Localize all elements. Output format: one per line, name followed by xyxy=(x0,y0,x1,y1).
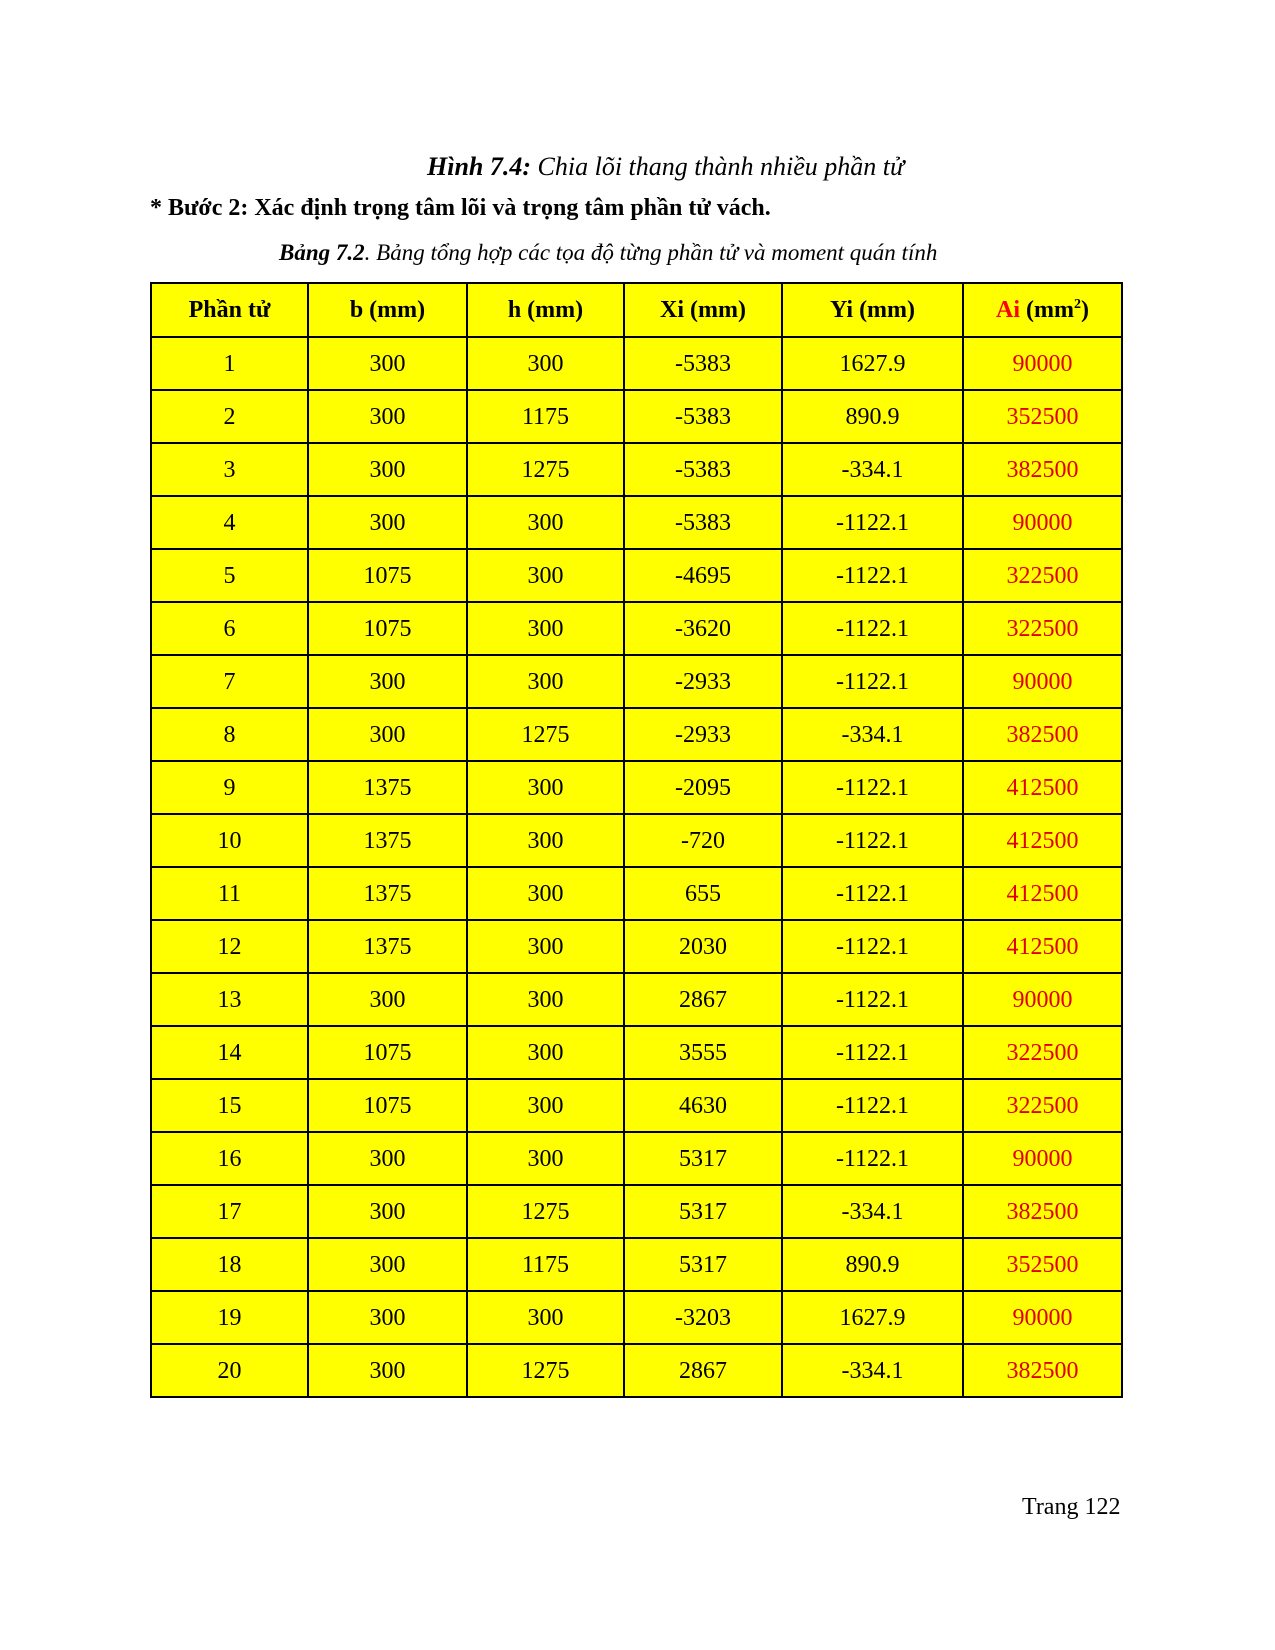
table-row xyxy=(151,708,1122,761)
cell-ai: 90000 xyxy=(963,1132,1122,1185)
cell-yi: 1627.9 xyxy=(782,1291,963,1344)
cell-element: 10 xyxy=(151,814,308,867)
table-row xyxy=(151,1185,1122,1238)
table-body xyxy=(151,337,1122,1397)
table-row xyxy=(151,1238,1122,1291)
cell-b: 300 xyxy=(308,443,467,496)
cell-element: 12 xyxy=(151,920,308,973)
table-caption xyxy=(279,238,937,268)
cell-yi: -1122.1 xyxy=(782,496,963,549)
cell-ai: 90000 xyxy=(963,973,1122,1026)
cell-xi: 5317 xyxy=(624,1238,782,1291)
cell-yi: -1122.1 xyxy=(782,602,963,655)
cell-ai: 322500 xyxy=(963,1079,1122,1132)
cell-xi: -720 xyxy=(624,814,782,867)
cell-xi: -2095 xyxy=(624,761,782,814)
cell-xi: -4695 xyxy=(624,549,782,602)
figure-caption xyxy=(427,149,904,185)
table-row xyxy=(151,920,1122,973)
cell-element: 16 xyxy=(151,1132,308,1185)
cell-ai: 412500 xyxy=(963,920,1122,973)
cell-b: 300 xyxy=(308,1291,467,1344)
header-element: Phần tử xyxy=(151,283,308,337)
cell-b: 300 xyxy=(308,1344,467,1397)
cell-element: 2 xyxy=(151,390,308,443)
element-coordinates-table xyxy=(150,282,1123,1398)
table-row xyxy=(151,390,1122,443)
table-row xyxy=(151,602,1122,655)
cell-element: 11 xyxy=(151,867,308,920)
cell-ai: 382500 xyxy=(963,1185,1122,1238)
cell-xi: -3620 xyxy=(624,602,782,655)
table-caption-label: Bảng 7.2 xyxy=(279,240,365,265)
cell-element: 1 xyxy=(151,337,308,390)
table-header-row xyxy=(151,283,1122,337)
header-ai-unit: (mm xyxy=(1020,297,1074,323)
cell-h: 300 xyxy=(467,761,624,814)
cell-h: 300 xyxy=(467,1291,624,1344)
cell-b: 1075 xyxy=(308,602,467,655)
cell-h: 300 xyxy=(467,920,624,973)
cell-h: 300 xyxy=(467,814,624,867)
cell-element: 17 xyxy=(151,1185,308,1238)
cell-h: 300 xyxy=(467,1026,624,1079)
cell-ai: 322500 xyxy=(963,549,1122,602)
table-row xyxy=(151,1026,1122,1079)
table-caption-text: . Bảng tổng hợp các tọa độ từng phần tử và moment quán tính xyxy=(364,240,938,265)
cell-yi: -1122.1 xyxy=(782,814,963,867)
cell-ai: 382500 xyxy=(963,1344,1122,1397)
cell-yi: -1122.1 xyxy=(782,1079,963,1132)
cell-b: 1375 xyxy=(308,814,467,867)
cell-ai: 90000 xyxy=(963,337,1122,390)
header-ai-symbol: Ai xyxy=(996,297,1020,323)
cell-ai: 90000 xyxy=(963,655,1122,708)
cell-yi: -1122.1 xyxy=(782,920,963,973)
cell-ai: 412500 xyxy=(963,867,1122,920)
cell-h: 300 xyxy=(467,867,624,920)
cell-element: 8 xyxy=(151,708,308,761)
header-h: h (mm) xyxy=(467,283,624,337)
table-row xyxy=(151,973,1122,1026)
cell-h: 300 xyxy=(467,602,624,655)
cell-b: 1075 xyxy=(308,549,467,602)
cell-yi: -1122.1 xyxy=(782,1132,963,1185)
cell-xi: -2933 xyxy=(624,655,782,708)
table-row xyxy=(151,1079,1122,1132)
cell-element: 9 xyxy=(151,761,308,814)
cell-xi: 5317 xyxy=(624,1185,782,1238)
header-yi: Yi (mm) xyxy=(782,283,963,337)
cell-h: 300 xyxy=(467,973,624,1026)
header-ai-exponent: 2 xyxy=(1073,297,1081,312)
table-row xyxy=(151,337,1122,390)
figure-caption-text: Chia lõi thang thành nhiều phần tử xyxy=(531,152,905,181)
cell-h: 1275 xyxy=(467,708,624,761)
cell-element: 13 xyxy=(151,973,308,1026)
table-row xyxy=(151,443,1122,496)
cell-h: 1175 xyxy=(467,390,624,443)
cell-h: 1175 xyxy=(467,1238,624,1291)
cell-h: 300 xyxy=(467,1079,624,1132)
cell-xi: 4630 xyxy=(624,1079,782,1132)
cell-yi: -1122.1 xyxy=(782,1026,963,1079)
cell-ai: 412500 xyxy=(963,814,1122,867)
cell-yi: 890.9 xyxy=(782,1238,963,1291)
cell-h: 300 xyxy=(467,496,624,549)
cell-xi: -5383 xyxy=(624,443,782,496)
cell-xi: 5317 xyxy=(624,1132,782,1185)
cell-yi: 890.9 xyxy=(782,390,963,443)
header-xi: Xi (mm) xyxy=(624,283,782,337)
cell-element: 19 xyxy=(151,1291,308,1344)
cell-h: 1275 xyxy=(467,1344,624,1397)
cell-ai: 382500 xyxy=(963,708,1122,761)
cell-element: 4 xyxy=(151,496,308,549)
table-row xyxy=(151,496,1122,549)
cell-yi: -334.1 xyxy=(782,708,963,761)
cell-yi: -1122.1 xyxy=(782,655,963,708)
cell-xi: 3555 xyxy=(624,1026,782,1079)
cell-element: 5 xyxy=(151,549,308,602)
cell-xi: -5383 xyxy=(624,337,782,390)
cell-ai: 322500 xyxy=(963,1026,1122,1079)
cell-b: 1375 xyxy=(308,761,467,814)
cell-h: 300 xyxy=(467,549,624,602)
cell-b: 1075 xyxy=(308,1026,467,1079)
table-row xyxy=(151,814,1122,867)
cell-element: 7 xyxy=(151,655,308,708)
cell-ai: 352500 xyxy=(963,1238,1122,1291)
cell-ai: 90000 xyxy=(963,496,1122,549)
table-row xyxy=(151,1132,1122,1185)
cell-h: 300 xyxy=(467,655,624,708)
cell-xi: -2933 xyxy=(624,708,782,761)
cell-element: 3 xyxy=(151,443,308,496)
cell-yi: -334.1 xyxy=(782,1344,963,1397)
cell-b: 300 xyxy=(308,496,467,549)
cell-yi: -334.1 xyxy=(782,443,963,496)
cell-xi: 2030 xyxy=(624,920,782,973)
header-ai-unit-close: ) xyxy=(1080,297,1089,323)
cell-ai: 412500 xyxy=(963,761,1122,814)
cell-xi: 2867 xyxy=(624,1344,782,1397)
cell-b: 300 xyxy=(308,708,467,761)
figure-caption-label: Hình 7.4: xyxy=(427,152,532,181)
cell-yi: -1122.1 xyxy=(782,549,963,602)
cell-h: 1275 xyxy=(467,443,624,496)
table-row xyxy=(151,1291,1122,1344)
cell-xi: 655 xyxy=(624,867,782,920)
page-number: Trang 122 xyxy=(1022,1494,1121,1520)
cell-b: 300 xyxy=(308,973,467,1026)
cell-xi: -5383 xyxy=(624,390,782,443)
cell-xi: -3203 xyxy=(624,1291,782,1344)
cell-h: 1275 xyxy=(467,1185,624,1238)
table-row xyxy=(151,867,1122,920)
cell-h: 300 xyxy=(467,1132,624,1185)
cell-b: 300 xyxy=(308,1185,467,1238)
cell-b: 1375 xyxy=(308,920,467,973)
cell-b: 300 xyxy=(308,655,467,708)
cell-yi: -1122.1 xyxy=(782,867,963,920)
table-row xyxy=(151,1344,1122,1397)
cell-ai: 90000 xyxy=(963,1291,1122,1344)
cell-yi: 1627.9 xyxy=(782,337,963,390)
cell-element: 6 xyxy=(151,602,308,655)
cell-yi: -1122.1 xyxy=(782,973,963,1026)
table-row xyxy=(151,655,1122,708)
cell-b: 1375 xyxy=(308,867,467,920)
cell-element: 14 xyxy=(151,1026,308,1079)
cell-ai: 352500 xyxy=(963,390,1122,443)
cell-element: 15 xyxy=(151,1079,308,1132)
cell-b: 1075 xyxy=(308,1079,467,1132)
cell-xi: 2867 xyxy=(624,973,782,1026)
cell-ai: 322500 xyxy=(963,602,1122,655)
cell-element: 18 xyxy=(151,1238,308,1291)
cell-element: 20 xyxy=(151,1344,308,1397)
cell-b: 300 xyxy=(308,1238,467,1291)
cell-ai: 382500 xyxy=(963,443,1122,496)
cell-xi: -5383 xyxy=(624,496,782,549)
cell-yi: -1122.1 xyxy=(782,761,963,814)
table-row xyxy=(151,761,1122,814)
cell-b: 300 xyxy=(308,337,467,390)
header-b: b (mm) xyxy=(308,283,467,337)
table-row xyxy=(151,549,1122,602)
header-ai xyxy=(963,283,1122,337)
cell-b: 300 xyxy=(308,390,467,443)
cell-yi: -334.1 xyxy=(782,1185,963,1238)
step-heading: * Bước 2: Xác định trọng tâm lõi và trọng tâm phần tử vách. xyxy=(150,195,771,221)
cell-h: 300 xyxy=(467,337,624,390)
cell-b: 300 xyxy=(308,1132,467,1185)
